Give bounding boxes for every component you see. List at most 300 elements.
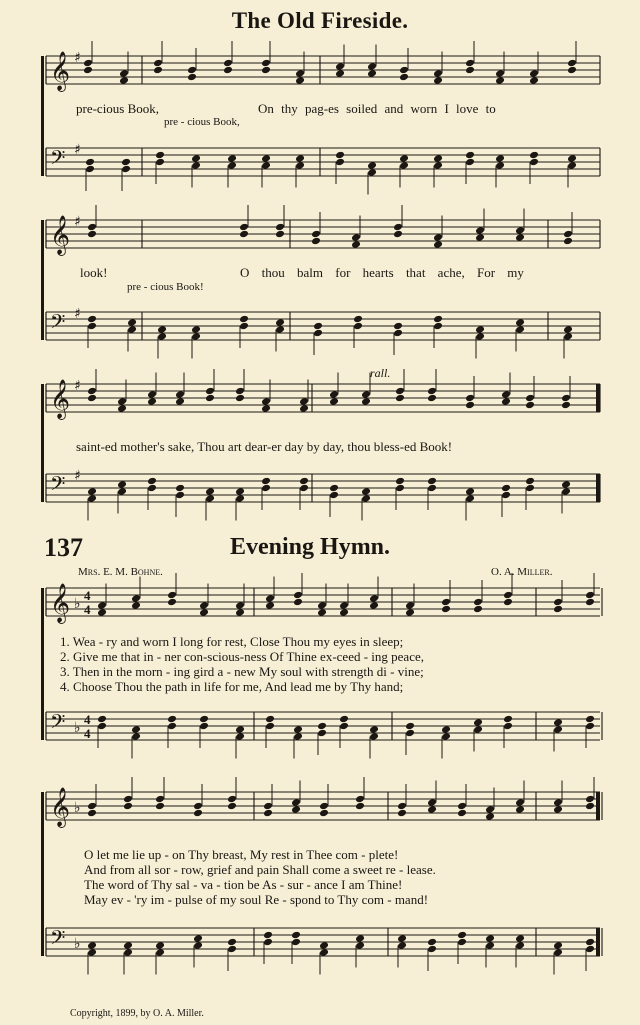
note-head <box>563 230 573 239</box>
system-brace <box>41 588 44 740</box>
treble-clef: 𝄞 <box>50 583 71 623</box>
note-head <box>87 230 97 239</box>
note-head <box>275 223 285 232</box>
note-head <box>317 601 327 610</box>
note-head <box>501 390 511 399</box>
flat-icon: ♭ <box>74 800 81 816</box>
sharp-icon: ♯ <box>74 378 81 394</box>
note-head <box>199 601 209 610</box>
note-head <box>405 608 415 617</box>
verse-line: 4. Choose Thou the path in life for me, And lead me by Thy hand; <box>60 679 404 694</box>
note-head <box>87 809 97 818</box>
note-head <box>155 158 165 167</box>
note-head <box>553 948 563 957</box>
note-head <box>433 69 443 78</box>
note-head <box>395 484 405 493</box>
note-head <box>147 390 157 399</box>
note-head <box>227 938 237 947</box>
note-head <box>239 223 249 232</box>
note-head <box>393 223 403 232</box>
note-head <box>329 484 339 493</box>
lyric-line: On thy pag-es soiled and worn I love to <box>258 101 496 116</box>
note-head <box>475 332 485 341</box>
note-head <box>311 237 321 246</box>
note-head <box>263 809 273 818</box>
tempo-direction: rall. <box>370 366 391 380</box>
note-head <box>515 233 525 242</box>
system-brace <box>41 56 44 176</box>
note-head <box>501 484 511 493</box>
note-head <box>515 805 525 814</box>
note-head <box>427 938 437 947</box>
note-head <box>465 158 475 167</box>
note-head <box>369 732 379 741</box>
note-head <box>427 798 437 807</box>
note-head <box>361 494 371 503</box>
lyric-echo: pre - cious Book, <box>164 116 240 128</box>
note-head <box>191 325 201 334</box>
note-head <box>193 802 203 811</box>
note-head <box>501 397 511 406</box>
hymn-title-2: Evening Hymn. <box>230 534 391 560</box>
time-signature: 4 <box>84 726 91 741</box>
note-head <box>263 931 273 940</box>
note-head <box>167 722 177 731</box>
note-head <box>295 161 305 170</box>
note-head <box>515 798 525 807</box>
note-head <box>515 934 525 943</box>
note-head <box>157 332 167 341</box>
note-head <box>87 315 97 324</box>
note-head <box>367 161 377 170</box>
note-head <box>155 151 165 160</box>
note-head <box>427 484 437 493</box>
note-head <box>457 809 467 818</box>
note-head <box>503 598 513 607</box>
note-head <box>473 718 483 727</box>
note-head <box>87 802 97 811</box>
note-head <box>369 601 379 610</box>
note-head <box>433 240 443 249</box>
note-head <box>427 477 437 486</box>
note-head <box>293 598 303 607</box>
verse-line: May ev - 'ry im - pulse of my soul Re - spond to Thy com - mand! <box>84 892 429 907</box>
note-head <box>433 76 443 85</box>
note-head <box>155 941 165 950</box>
note-head <box>525 394 535 403</box>
lyric-line: O thou balm for hearts that ache, For my <box>240 265 524 280</box>
note-head <box>299 404 309 413</box>
note-head <box>119 69 129 78</box>
note-head <box>117 487 127 496</box>
note-head <box>399 66 409 75</box>
note-head <box>495 161 505 170</box>
note-head <box>319 809 329 818</box>
note-head <box>227 802 237 811</box>
note-head <box>355 941 365 950</box>
note-head <box>433 161 443 170</box>
note-head <box>355 934 365 943</box>
note-head <box>397 934 407 943</box>
note-head <box>193 809 203 818</box>
note-head <box>465 59 475 68</box>
note-head <box>155 802 165 811</box>
note-head <box>199 722 209 731</box>
note-head <box>265 715 275 724</box>
note-head <box>87 494 97 503</box>
note-head <box>475 233 485 242</box>
note-head <box>313 329 323 338</box>
note-head <box>175 397 185 406</box>
note-head <box>553 798 563 807</box>
lyric-line: look! <box>80 265 108 280</box>
note-head <box>319 941 329 950</box>
note-head <box>567 59 577 68</box>
note-head <box>561 487 571 496</box>
note-head <box>205 487 215 496</box>
note-head <box>205 387 215 396</box>
note-head <box>261 397 271 406</box>
time-signature: 4 <box>84 602 91 617</box>
note-head <box>291 805 301 814</box>
note-head <box>393 230 403 239</box>
note-head <box>393 329 403 338</box>
note-head <box>317 722 327 731</box>
note-head <box>553 941 563 950</box>
note-head <box>83 66 93 75</box>
note-head <box>147 484 157 493</box>
note-head <box>263 802 273 811</box>
note-head <box>433 154 443 163</box>
note-head <box>157 325 167 334</box>
note-head <box>585 938 595 947</box>
note-head <box>473 598 483 607</box>
note-head <box>97 608 107 617</box>
note-head <box>361 390 371 399</box>
note-head <box>97 601 107 610</box>
note-head <box>227 154 237 163</box>
note-head <box>85 158 95 167</box>
note-head <box>465 151 475 160</box>
note-head <box>585 715 595 724</box>
note-head <box>121 158 131 167</box>
note-head <box>121 165 131 174</box>
note-head <box>495 76 505 85</box>
verse-line: And from all sor - row, grief and pain Shall come a sweet re - lease. <box>84 862 436 877</box>
note-head <box>465 401 475 410</box>
treble-clef: 𝄞 <box>50 215 71 255</box>
note-head <box>525 484 535 493</box>
note-head <box>585 945 595 954</box>
note-head <box>485 812 495 821</box>
final-barline <box>596 792 600 820</box>
note-head <box>311 230 321 239</box>
note-head <box>127 318 137 327</box>
note-head <box>235 487 245 496</box>
note-head <box>503 722 513 731</box>
copyright: Copyright, 1899, by O. A. Miller. <box>70 1008 204 1019</box>
note-head <box>529 151 539 160</box>
note-head <box>155 795 165 804</box>
note-head <box>167 598 177 607</box>
note-head <box>515 318 525 327</box>
note-head <box>395 387 405 396</box>
note-head <box>205 494 215 503</box>
note-head <box>433 315 443 324</box>
note-head <box>441 598 451 607</box>
note-head <box>367 69 377 78</box>
note-head <box>187 73 197 82</box>
note-head <box>265 722 275 731</box>
note-head <box>167 591 177 600</box>
note-head <box>369 594 379 603</box>
note-head <box>395 477 405 486</box>
note-head <box>335 151 345 160</box>
note-head <box>317 608 327 617</box>
bass-clef: 𝄢 <box>50 926 66 954</box>
note-head <box>299 397 309 406</box>
note-head <box>235 394 245 403</box>
note-head <box>567 66 577 75</box>
note-head <box>83 59 93 68</box>
system-brace <box>41 384 44 502</box>
note-head <box>433 233 443 242</box>
note-head <box>187 66 197 75</box>
note-head <box>355 795 365 804</box>
note-head <box>369 725 379 734</box>
note-head <box>339 608 349 617</box>
note-head <box>275 325 285 334</box>
note-head <box>153 66 163 75</box>
note-head <box>119 76 129 85</box>
note-head <box>395 394 405 403</box>
note-head <box>87 322 97 331</box>
system-brace <box>41 220 44 340</box>
note-head <box>117 404 127 413</box>
note-head <box>553 725 563 734</box>
note-head <box>295 154 305 163</box>
final-barline <box>596 928 600 956</box>
note-head <box>265 594 275 603</box>
verse-block-1 <box>60 634 424 694</box>
note-head <box>227 161 237 170</box>
note-head <box>205 394 215 403</box>
note-head <box>339 601 349 610</box>
note-head <box>553 718 563 727</box>
note-head <box>399 154 409 163</box>
note-head <box>503 715 513 724</box>
note-head <box>175 491 185 500</box>
note-head <box>123 948 133 957</box>
note-head <box>131 601 141 610</box>
note-head <box>563 237 573 246</box>
note-head <box>457 802 467 811</box>
note-head <box>501 491 511 500</box>
note-head <box>361 397 371 406</box>
note-head <box>525 477 535 486</box>
note-head <box>239 322 249 331</box>
note-head <box>441 605 451 614</box>
note-head <box>117 397 127 406</box>
note-head <box>97 715 107 724</box>
treble-clef: 𝄞 <box>50 51 71 91</box>
note-head <box>265 601 275 610</box>
note-head <box>563 332 573 341</box>
note-head <box>87 487 97 496</box>
note-head <box>191 154 201 163</box>
note-head <box>261 59 271 68</box>
note-head <box>313 322 323 331</box>
note-head <box>131 725 141 734</box>
note-head <box>503 591 513 600</box>
note-head <box>239 230 249 239</box>
note-head <box>397 802 407 811</box>
note-head <box>291 938 301 947</box>
note-head <box>427 805 437 814</box>
sharp-icon: ♯ <box>74 214 81 230</box>
note-head <box>191 332 201 341</box>
note-head <box>239 315 249 324</box>
sharp-icon: ♯ <box>74 142 81 158</box>
note-head <box>147 397 157 406</box>
note-head <box>291 798 301 807</box>
note-head <box>193 941 203 950</box>
note-head <box>473 725 483 734</box>
note-head <box>193 934 203 943</box>
note-head <box>295 69 305 78</box>
treble-clef: 𝄞 <box>50 379 71 419</box>
note-head <box>87 394 97 403</box>
note-head <box>329 491 339 500</box>
note-head <box>223 59 233 68</box>
note-head <box>319 802 329 811</box>
note-head <box>553 805 563 814</box>
note-head <box>427 387 437 396</box>
final-barline <box>596 474 600 502</box>
note-head <box>87 387 97 396</box>
note-head <box>317 729 327 738</box>
note-head <box>475 325 485 334</box>
note-head <box>335 158 345 167</box>
note-head <box>561 480 571 489</box>
note-head <box>235 608 245 617</box>
note-head <box>561 401 571 410</box>
note-head <box>227 945 237 954</box>
note-head <box>353 322 363 331</box>
note-head <box>457 931 467 940</box>
note-head <box>223 66 233 75</box>
note-head <box>473 605 483 614</box>
note-head <box>485 941 495 950</box>
note-head <box>441 725 451 734</box>
note-head <box>525 401 535 410</box>
note-head <box>293 725 303 734</box>
note-head <box>397 809 407 818</box>
note-head <box>199 715 209 724</box>
note-head <box>529 69 539 78</box>
note-head <box>295 76 305 85</box>
note-head <box>351 233 361 242</box>
note-head <box>339 715 349 724</box>
note-head <box>335 69 345 78</box>
note-head <box>87 223 97 232</box>
note-head <box>261 404 271 413</box>
note-head <box>529 76 539 85</box>
note-head <box>235 732 245 741</box>
flat-icon: ♭ <box>74 936 81 952</box>
note-head <box>147 477 157 486</box>
note-head <box>585 598 595 607</box>
note-head <box>131 732 141 741</box>
note-head <box>235 494 245 503</box>
note-head <box>563 325 573 334</box>
note-head <box>485 805 495 814</box>
note-head <box>175 390 185 399</box>
verse-line: 1. Wea - ry and worn I long for rest, Close Thou my eyes in sleep; <box>60 634 404 649</box>
note-head <box>117 480 127 489</box>
composer: O. A. Miller. <box>491 566 553 578</box>
system-brace <box>41 792 44 956</box>
note-head <box>441 732 451 741</box>
note-head <box>175 484 185 493</box>
note-head <box>397 941 407 950</box>
flat-icon: ♭ <box>74 720 81 736</box>
lyricist: Mrs. E. M. Bohne. <box>78 566 163 578</box>
note-head <box>261 161 271 170</box>
note-head <box>567 161 577 170</box>
lyric-line: pre-cious Book, <box>76 101 160 116</box>
note-head <box>153 59 163 68</box>
note-head <box>167 715 177 724</box>
final-barline <box>596 384 600 412</box>
note-head <box>553 598 563 607</box>
note-head <box>553 605 563 614</box>
note-head <box>123 795 133 804</box>
note-head <box>261 477 271 486</box>
lyric-echo: pre - cious Book! <box>127 281 204 293</box>
note-head <box>263 938 273 947</box>
note-head <box>339 722 349 731</box>
note-head <box>561 394 571 403</box>
note-head <box>123 802 133 811</box>
note-head <box>85 165 95 174</box>
note-head <box>457 938 467 947</box>
note-head <box>465 494 475 503</box>
note-head <box>131 594 141 603</box>
note-head <box>355 802 365 811</box>
verse-line: 2. Give me that in - ner con-scious-ness Of Thine ex-ceed - ing peace, <box>60 649 424 664</box>
note-head <box>191 161 201 170</box>
note-head <box>495 69 505 78</box>
note-head <box>351 240 361 249</box>
note-head <box>529 158 539 167</box>
bass-clef: 𝄢 <box>50 310 66 338</box>
hymn-number: 137 <box>44 533 83 562</box>
hymn-title: The Old Fireside. <box>231 8 409 33</box>
note-head <box>155 948 165 957</box>
time-signature: 4 <box>84 588 91 603</box>
note-head <box>353 315 363 324</box>
note-head <box>465 66 475 75</box>
note-head <box>299 477 309 486</box>
note-head <box>275 318 285 327</box>
note-head <box>515 941 525 950</box>
note-head <box>291 931 301 940</box>
note-head <box>293 732 303 741</box>
note-head <box>319 948 329 957</box>
note-head <box>329 390 339 399</box>
flat-icon: ♭ <box>74 596 81 612</box>
